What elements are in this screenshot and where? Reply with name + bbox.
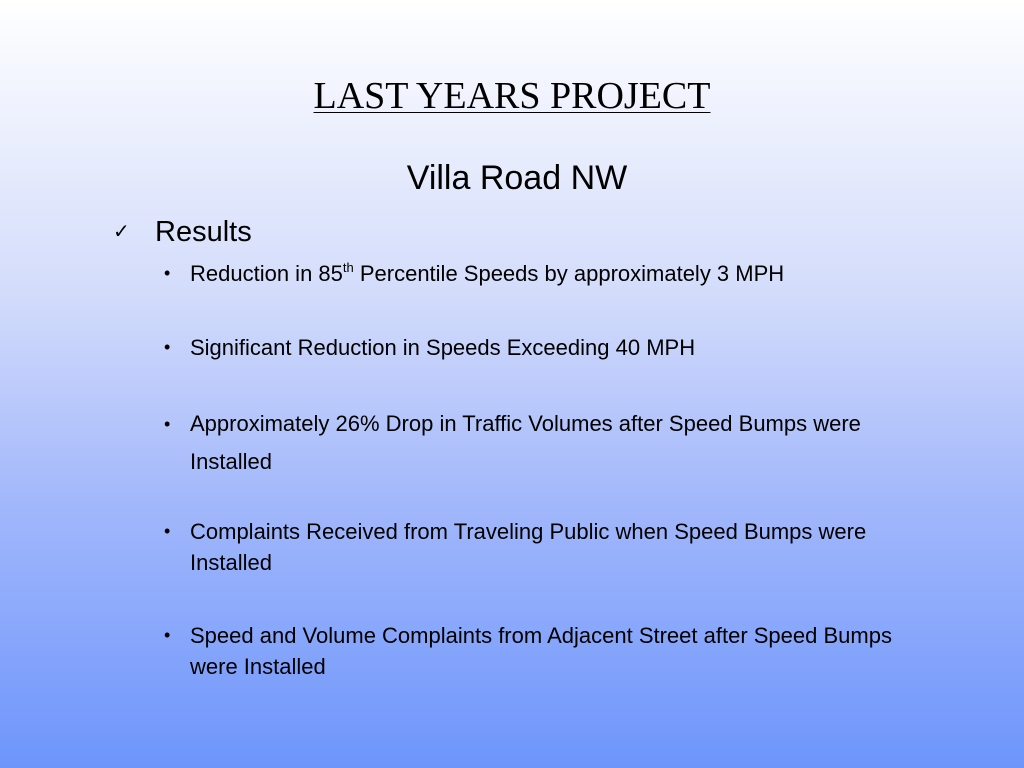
bullet-dot-icon: • bbox=[164, 337, 171, 357]
bullet-item bbox=[164, 405, 944, 481]
ordinal-superscript: th bbox=[342, 259, 354, 275]
bullet-text-part: Reduction in 85 bbox=[190, 261, 343, 286]
bullet-item bbox=[164, 332, 944, 363]
bullet-text: Speed and Volume Complaints from Adjacent Street after Speed Bumps were Installed bbox=[190, 623, 892, 679]
bullet-dot-icon: • bbox=[164, 521, 171, 541]
bullet-text-part: Percentile Speeds by approximately 3 MPH bbox=[353, 261, 785, 286]
results-heading bbox=[113, 212, 252, 252]
results-label: Results bbox=[155, 216, 252, 248]
slide-title: LAST YEARS PROJECT bbox=[313, 75, 711, 117]
checkmark-icon: ✓ bbox=[113, 221, 130, 243]
slide-subtitle: Villa Road NW bbox=[406, 159, 628, 197]
bullet-item bbox=[164, 516, 944, 578]
bullet-dot-icon: • bbox=[164, 414, 171, 434]
bullet-text bbox=[190, 258, 944, 289]
bullet-dot-icon: • bbox=[164, 263, 171, 283]
bullet-dot-icon: • bbox=[164, 625, 171, 645]
bullet-item bbox=[164, 258, 944, 289]
bullet-text: Significant Reduction in Speeds Exceeding 40 MPH bbox=[190, 335, 696, 360]
bullet-text: Complaints Received from Traveling Public when Speed Bumps were Installed bbox=[190, 519, 867, 575]
bullet-item bbox=[164, 620, 944, 682]
bullet-text: Approximately 26% Drop in Traffic Volumes after Speed Bumps were Installed bbox=[190, 411, 861, 474]
